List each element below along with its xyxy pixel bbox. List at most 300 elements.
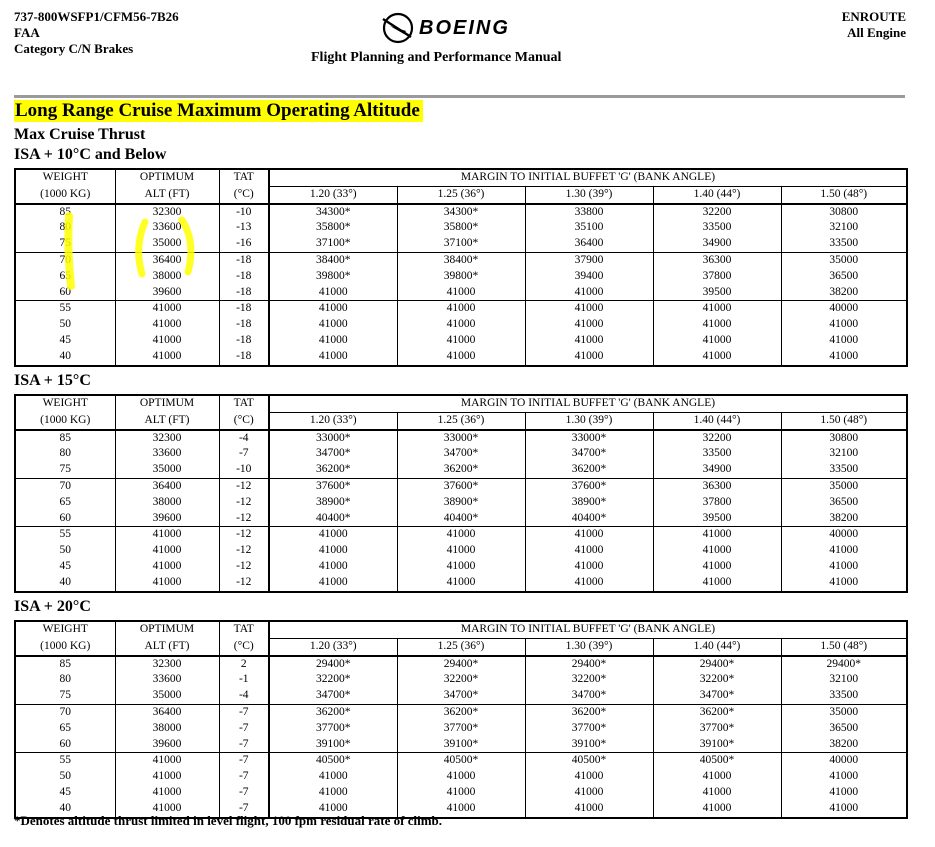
tat-cell: -12: [219, 495, 269, 511]
table-row: [15, 688, 907, 704]
buffet-120-cell: 40500*: [269, 753, 397, 769]
buffet-125-cell: 40500*: [397, 753, 525, 769]
optimum-alt-cell: 41000: [115, 753, 219, 769]
tat-cell: -10: [219, 204, 269, 221]
buffet-150-cell: 32100: [781, 446, 907, 462]
buffet-120-cell: 37100*: [269, 236, 397, 252]
tat-cell: -7: [219, 801, 269, 818]
buffet-120-cell: 41000: [269, 801, 397, 818]
table-row: [15, 511, 907, 527]
buffet-125-cell: 41000: [397, 559, 525, 575]
weight-cell: 85: [15, 204, 115, 221]
buffet-150-cell: 40000: [781, 301, 907, 317]
table-row: [15, 737, 907, 753]
brake-category: Category C/N Brakes: [14, 41, 134, 56]
buffet-150-cell: 38200: [781, 285, 907, 301]
weight-cell: 70: [15, 478, 115, 494]
optimum-alt-cell: 35000: [115, 688, 219, 704]
tat-unit-header: (°C): [219, 412, 269, 429]
highlighter-mark-weight: [55, 210, 85, 290]
buffet-125-cell: 41000: [397, 801, 525, 818]
buffet-130-cell: 41000: [525, 333, 653, 349]
weight-cell: 80: [15, 220, 115, 236]
buffet-140-cell: 36200*: [653, 704, 781, 720]
buffet-130-cell: 35100: [525, 220, 653, 236]
buffet-125-cell: 41000: [397, 317, 525, 333]
weight-unit-header: (1000 KG): [15, 638, 115, 655]
optimum-alt-cell: 35000: [115, 236, 219, 252]
tat-cell: -18: [219, 285, 269, 301]
page-title: Long Range Cruise Maximum Operating Altitude: [14, 100, 423, 122]
buffet-150-cell: 41000: [781, 769, 907, 785]
buffet-140-cell: 36300: [653, 252, 781, 268]
weight-header: WEIGHT: [15, 169, 115, 186]
buffet-header: 1.30 (39°): [525, 638, 653, 655]
weight-header: WEIGHT: [15, 395, 115, 412]
buffet-150-cell: 32100: [781, 672, 907, 688]
buffet-120-cell: 39800*: [269, 269, 397, 285]
buffet-130-cell: 36200*: [525, 462, 653, 478]
optimum-alt-cell: 41000: [115, 575, 219, 592]
buffet-130-cell: 41000: [525, 559, 653, 575]
table-row: [15, 656, 907, 673]
optimum-alt-cell: 41000: [115, 349, 219, 366]
aircraft-model: 737-800WSFP1/CFM56-7B26: [14, 9, 179, 24]
buffet-130-cell: 36200*: [525, 704, 653, 720]
buffet-125-cell: 35800*: [397, 220, 525, 236]
buffet-120-cell: 33000*: [269, 430, 397, 447]
tat-cell: -18: [219, 333, 269, 349]
buffet-130-cell: 34700*: [525, 446, 653, 462]
buffet-120-cell: 41000: [269, 559, 397, 575]
buffet-130-cell: 37700*: [525, 721, 653, 737]
buffet-150-cell: 41000: [781, 317, 907, 333]
optimum-alt-cell: 32300: [115, 430, 219, 447]
buffet-140-cell: 41000: [653, 317, 781, 333]
optimum-alt-cell: 39600: [115, 285, 219, 301]
buffet-140-cell: 32200: [653, 204, 781, 221]
buffet-125-cell: 41000: [397, 769, 525, 785]
tat-cell: -12: [219, 527, 269, 543]
buffet-125-cell: 41000: [397, 785, 525, 801]
buffet-125-cell: 34300*: [397, 204, 525, 221]
buffet-130-cell: 41000: [525, 801, 653, 818]
buffet-120-cell: 37700*: [269, 721, 397, 737]
weight-cell: 65: [15, 269, 115, 285]
buffet-140-cell: 33500: [653, 220, 781, 236]
margin-header: MARGIN TO INITIAL BUFFET 'G' (BANK ANGLE): [269, 395, 907, 412]
buffet-120-cell: 41000: [269, 785, 397, 801]
optimum-alt-cell: 35000: [115, 462, 219, 478]
buffet-130-cell: 40500*: [525, 753, 653, 769]
buffet-140-cell: 32200*: [653, 672, 781, 688]
buffet-140-cell: 41000: [653, 785, 781, 801]
weight-cell: 85: [15, 656, 115, 673]
buffet-125-cell: 38900*: [397, 495, 525, 511]
buffet-125-cell: 32200*: [397, 672, 525, 688]
table-row: [15, 446, 907, 462]
table-row: [15, 769, 907, 785]
table-row: [15, 462, 907, 478]
buffet-150-cell: 33500: [781, 688, 907, 704]
weight-cell: 65: [15, 495, 115, 511]
thrust-subtitle: Max Cruise Thrust: [14, 126, 146, 143]
optimum-alt-cell: 41000: [115, 559, 219, 575]
weight-cell: 75: [15, 688, 115, 704]
table-row: [15, 785, 907, 801]
buffet-130-cell: 34700*: [525, 688, 653, 704]
tat-header: TAT: [219, 169, 269, 186]
table-row: [15, 301, 907, 317]
tat-cell: -18: [219, 301, 269, 317]
buffet-120-cell: 41000: [269, 285, 397, 301]
table-label-3: ISA + 20°C: [14, 598, 91, 615]
boeing-symbol-icon: [381, 9, 415, 47]
buffet-120-cell: 41000: [269, 543, 397, 559]
tat-cell: -1: [219, 672, 269, 688]
buffet-130-cell: 41000: [525, 769, 653, 785]
optimum-alt-cell: 41000: [115, 801, 219, 818]
buffet-125-cell: 29400*: [397, 656, 525, 673]
buffet-header: 1.20 (33°): [269, 638, 397, 655]
buffet-150-cell: 30800: [781, 204, 907, 221]
weight-cell: 40: [15, 575, 115, 592]
buffet-120-cell: 34700*: [269, 688, 397, 704]
tat-cell: -7: [219, 753, 269, 769]
buffet-140-cell: 36300: [653, 478, 781, 494]
buffet-150-cell: 36500: [781, 269, 907, 285]
tat-cell: -16: [219, 236, 269, 252]
buffet-130-cell: 33800: [525, 204, 653, 221]
buffet-140-cell: 37700*: [653, 721, 781, 737]
optimum-alt-cell: 32300: [115, 656, 219, 673]
table-row: [15, 430, 907, 447]
margin-header: MARGIN TO INITIAL BUFFET 'G' (BANK ANGLE): [269, 621, 907, 638]
buffet-130-cell: 40400*: [525, 511, 653, 527]
buffet-120-cell: 41000: [269, 317, 397, 333]
table-row: [15, 559, 907, 575]
weight-cell: 70: [15, 704, 115, 720]
tat-cell: -7: [219, 737, 269, 753]
buffet-140-cell: 39500: [653, 511, 781, 527]
buffet-120-cell: 34700*: [269, 446, 397, 462]
buffet-120-cell: 38900*: [269, 495, 397, 511]
buffet-120-cell: 39100*: [269, 737, 397, 753]
buffet-140-cell: 29400*: [653, 656, 781, 673]
optimum-alt-cell: 38000: [115, 495, 219, 511]
brand-name: BOEING: [419, 16, 510, 39]
buffet-130-cell: 41000: [525, 543, 653, 559]
header-row-units: [15, 638, 907, 655]
table-row: [15, 575, 907, 592]
buffet-140-cell: 41000: [653, 543, 781, 559]
buffet-120-cell: 36200*: [269, 704, 397, 720]
buffet-150-cell: 35000: [781, 478, 907, 494]
buffet-150-cell: 29400*: [781, 656, 907, 673]
optimum-header: OPTIMUM: [115, 395, 219, 412]
weight-cell: 80: [15, 672, 115, 688]
buffet-150-cell: 38200: [781, 511, 907, 527]
weight-cell: 45: [15, 785, 115, 801]
buffet-125-cell: 41000: [397, 285, 525, 301]
tat-cell: -10: [219, 462, 269, 478]
buffet-140-cell: 41000: [653, 801, 781, 818]
tat-cell: -18: [219, 269, 269, 285]
buffet-120-cell: 34300*: [269, 204, 397, 221]
buffet-140-cell: 39100*: [653, 737, 781, 753]
buffet-130-cell: 38900*: [525, 495, 653, 511]
buffet-125-cell: 34700*: [397, 688, 525, 704]
optimum-header: OPTIMUM: [115, 621, 219, 638]
buffet-130-cell: 41000: [525, 301, 653, 317]
weight-cell: 50: [15, 769, 115, 785]
buffet-125-cell: 37100*: [397, 236, 525, 252]
buffet-150-cell: 35000: [781, 252, 907, 268]
weight-cell: 60: [15, 285, 115, 301]
tat-cell: -7: [219, 721, 269, 737]
section-name: ENROUTE: [841, 9, 906, 24]
buffet-140-cell: 41000: [653, 301, 781, 317]
table-row: [15, 317, 907, 333]
buffet-140-cell: 34900: [653, 236, 781, 252]
manual-title: Flight Planning and Performance Manual: [311, 50, 562, 65]
weight-cell: 45: [15, 559, 115, 575]
margin-header: MARGIN TO INITIAL BUFFET 'G' (BANK ANGLE): [269, 169, 907, 186]
optimum-alt-cell: 36400: [115, 704, 219, 720]
tat-cell: -18: [219, 349, 269, 366]
buffet-140-cell: 40500*: [653, 753, 781, 769]
buffet-header: 1.40 (44°): [653, 412, 781, 429]
buffet-150-cell: 41000: [781, 785, 907, 801]
optimum-alt-cell: 33600: [115, 672, 219, 688]
buffet-120-cell: 38400*: [269, 252, 397, 268]
tat-cell: -4: [219, 430, 269, 447]
footnote: *Denotes altitude thrust limited in level flight, 100 fpm residual rate of climb.: [14, 813, 443, 828]
buffet-125-cell: 37700*: [397, 721, 525, 737]
buffet-120-cell: 41000: [269, 349, 397, 366]
optimum-alt-cell: 41000: [115, 527, 219, 543]
tat-cell: -7: [219, 446, 269, 462]
buffet-120-cell: 29400*: [269, 656, 397, 673]
buffet-125-cell: 40400*: [397, 511, 525, 527]
buffet-150-cell: 38200: [781, 737, 907, 753]
header-row: [15, 169, 907, 186]
tat-cell: -12: [219, 559, 269, 575]
weight-cell: 60: [15, 737, 115, 753]
tat-header: TAT: [219, 621, 269, 638]
buffet-150-cell: 41000: [781, 543, 907, 559]
weight-cell: 55: [15, 527, 115, 543]
buffet-150-cell: 41000: [781, 575, 907, 592]
table-row: [15, 704, 907, 720]
buffet-140-cell: 34900: [653, 462, 781, 478]
weight-cell: 55: [15, 753, 115, 769]
engine-config: All Engine: [847, 25, 906, 40]
table-row: [15, 527, 907, 543]
buffet-140-cell: 34700*: [653, 688, 781, 704]
tat-cell: 2: [219, 656, 269, 673]
buffet-140-cell: 37800: [653, 495, 781, 511]
buffet-150-cell: 41000: [781, 801, 907, 818]
altitude-table-isa15: [14, 394, 908, 593]
optimum-alt-cell: 41000: [115, 301, 219, 317]
buffet-140-cell: 33500: [653, 446, 781, 462]
buffet-125-cell: 33000*: [397, 430, 525, 447]
buffet-125-cell: 41000: [397, 543, 525, 559]
buffet-125-cell: 41000: [397, 527, 525, 543]
tat-cell: -13: [219, 220, 269, 236]
buffet-header: 1.40 (44°): [653, 186, 781, 203]
tat-unit-header: (°C): [219, 186, 269, 203]
buffet-150-cell: 32100: [781, 220, 907, 236]
weight-cell: 60: [15, 511, 115, 527]
table-label-1: ISA + 10°C and Below: [14, 146, 167, 163]
buffet-120-cell: 41000: [269, 769, 397, 785]
highlighter-mark-altitude: [130, 212, 205, 282]
buffet-header: 1.20 (33°): [269, 412, 397, 429]
weight-unit-header: (1000 KG): [15, 186, 115, 203]
header-row: [15, 395, 907, 412]
buffet-150-cell: 40000: [781, 753, 907, 769]
table-row: [15, 349, 907, 366]
buffet-header: 1.20 (33°): [269, 186, 397, 203]
table-label-2: ISA + 15°C: [14, 372, 91, 389]
buffet-130-cell: 39400: [525, 269, 653, 285]
optimum-alt-cell: 36400: [115, 478, 219, 494]
buffet-130-cell: 41000: [525, 349, 653, 366]
buffet-header: 1.50 (48°): [781, 412, 907, 429]
tat-cell: -12: [219, 575, 269, 592]
table-row: [15, 285, 907, 301]
buffet-120-cell: 41000: [269, 527, 397, 543]
tat-header: TAT: [219, 395, 269, 412]
buffet-120-cell: 41000: [269, 301, 397, 317]
buffet-header: 1.50 (48°): [781, 638, 907, 655]
buffet-header: 1.40 (44°): [653, 638, 781, 655]
buffet-125-cell: 36200*: [397, 704, 525, 720]
weight-cell: 45: [15, 333, 115, 349]
buffet-140-cell: 39500: [653, 285, 781, 301]
buffet-150-cell: 35000: [781, 704, 907, 720]
optimum-alt-cell: 36400: [115, 252, 219, 268]
buffet-140-cell: 41000: [653, 559, 781, 575]
optimum-unit-header: ALT (FT): [115, 186, 219, 203]
weight-unit-header: (1000 KG): [15, 412, 115, 429]
buffet-header: 1.50 (48°): [781, 186, 907, 203]
optimum-alt-cell: 32300: [115, 204, 219, 221]
buffet-130-cell: 37600*: [525, 478, 653, 494]
buffet-125-cell: 37600*: [397, 478, 525, 494]
buffet-125-cell: 34700*: [397, 446, 525, 462]
optimum-alt-cell: 41000: [115, 333, 219, 349]
buffet-header: 1.25 (36°): [397, 412, 525, 429]
weight-cell: 40: [15, 349, 115, 366]
buffet-130-cell: 41000: [525, 285, 653, 301]
buffet-140-cell: 37800: [653, 269, 781, 285]
buffet-125-cell: 41000: [397, 349, 525, 366]
buffet-130-cell: 29400*: [525, 656, 653, 673]
weight-cell: 40: [15, 801, 115, 818]
weight-cell: 80: [15, 446, 115, 462]
buffet-130-cell: 37900: [525, 252, 653, 268]
buffet-120-cell: 36200*: [269, 462, 397, 478]
document-header-right: [842, 9, 906, 41]
buffet-header: 1.25 (36°): [397, 186, 525, 203]
buffet-150-cell: 33500: [781, 236, 907, 252]
buffet-150-cell: 41000: [781, 559, 907, 575]
buffet-120-cell: 37600*: [269, 478, 397, 494]
buffet-130-cell: 32200*: [525, 672, 653, 688]
buffet-150-cell: 41000: [781, 333, 907, 349]
header-rule: [14, 95, 905, 98]
buffet-140-cell: 41000: [653, 575, 781, 592]
buffet-140-cell: 41000: [653, 349, 781, 366]
header-row: [15, 621, 907, 638]
buffet-130-cell: 41000: [525, 785, 653, 801]
optimum-header: OPTIMUM: [115, 169, 219, 186]
header-row-units: [15, 412, 907, 429]
optimum-alt-cell: 39600: [115, 511, 219, 527]
buffet-125-cell: 41000: [397, 333, 525, 349]
buffet-150-cell: 41000: [781, 349, 907, 366]
buffet-125-cell: 38400*: [397, 252, 525, 268]
altitude-table-isa20: [14, 620, 908, 819]
buffet-125-cell: 41000: [397, 301, 525, 317]
table-row: [15, 753, 907, 769]
table-row: [15, 672, 907, 688]
authority: FAA: [14, 25, 40, 40]
tat-cell: -4: [219, 688, 269, 704]
boeing-logo: [381, 8, 510, 48]
optimum-alt-cell: 41000: [115, 785, 219, 801]
buffet-130-cell: 33000*: [525, 430, 653, 447]
buffet-120-cell: 40400*: [269, 511, 397, 527]
optimum-alt-cell: 41000: [115, 317, 219, 333]
tat-cell: -12: [219, 511, 269, 527]
optimum-alt-cell: 33600: [115, 446, 219, 462]
table-row: [15, 721, 907, 737]
optimum-alt-cell: 38000: [115, 721, 219, 737]
buffet-130-cell: 41000: [525, 527, 653, 543]
optimum-alt-cell: 38000: [115, 269, 219, 285]
optimum-alt-cell: 39600: [115, 737, 219, 753]
tat-unit-header: (°C): [219, 638, 269, 655]
weight-cell: 55: [15, 301, 115, 317]
buffet-140-cell: 41000: [653, 769, 781, 785]
tat-cell: -7: [219, 704, 269, 720]
optimum-alt-cell: 33600: [115, 220, 219, 236]
buffet-125-cell: 41000: [397, 575, 525, 592]
buffet-150-cell: 36500: [781, 721, 907, 737]
buffet-120-cell: 41000: [269, 575, 397, 592]
table-row: [15, 333, 907, 349]
tat-cell: -7: [219, 769, 269, 785]
optimum-unit-header: ALT (FT): [115, 412, 219, 429]
buffet-125-cell: 36200*: [397, 462, 525, 478]
table-row: [15, 543, 907, 559]
buffet-125-cell: 39800*: [397, 269, 525, 285]
table-row: [15, 478, 907, 494]
buffet-120-cell: 32200*: [269, 672, 397, 688]
weight-cell: 85: [15, 430, 115, 447]
buffet-125-cell: 39100*: [397, 737, 525, 753]
buffet-130-cell: 36400: [525, 236, 653, 252]
buffet-150-cell: 40000: [781, 527, 907, 543]
optimum-unit-header: ALT (FT): [115, 638, 219, 655]
buffet-header: 1.25 (36°): [397, 638, 525, 655]
weight-cell: 70: [15, 252, 115, 268]
weight-cell: 50: [15, 543, 115, 559]
